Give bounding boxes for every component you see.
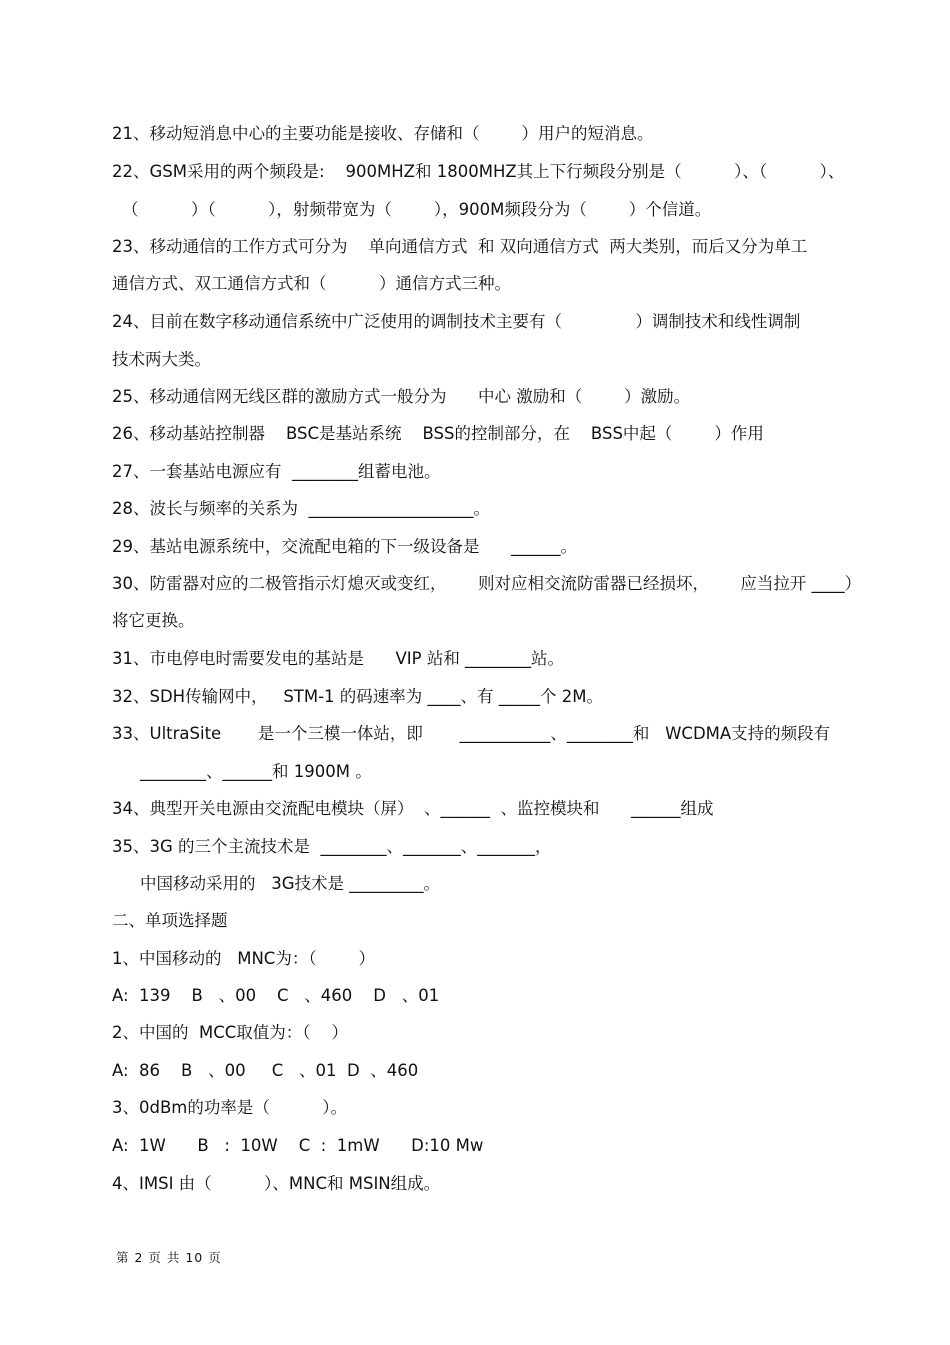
question-30: 30、防雷器对应的二极管指示灯熄灭或变红， 则对应相交流防雷器已经损坏， 应当拉开 ____） <box>112 574 862 593</box>
question-24: 24、目前在数字移动通信系统中广泛使用的调制技术主要有（ ）调制技术和线性调制 <box>112 312 801 331</box>
question-21: 21、移动短消息中心的主要功能是接收、存储和（ ）用户的短消息。 <box>112 124 654 143</box>
question-28: 28、波长与频率的关系为 ____________________。 <box>112 499 490 518</box>
question-33-cont: ________、______和 1900M 。 <box>140 762 372 781</box>
question-34: 34、典型开关电源由交流配电模块（屏） 、______ 、监控模块和 ______组成 <box>112 799 714 818</box>
question-27: 27、一套基站电源应有 ________组蓄电池。 <box>112 462 441 481</box>
choice-question-2: 2、中国的 MCC取值为：（ ） <box>112 1023 348 1042</box>
choice-options-1: A: 139 B 、00 C 、460 D 、01 <box>112 986 440 1005</box>
question-32: 32、SDH传输网中， STM-1 的码速率为 ____、有 _____个 2M。 <box>112 687 604 706</box>
question-25: 25、移动通信网无线区群的激励方式一般分为 中心 激励和（ ）激励。 <box>112 387 691 406</box>
section-heading: 二、单项选择题 <box>112 911 228 930</box>
question-33: 33、UltraSite 是一个三模一体站，即 ___________、________和 WCDMA支持的频段有 <box>112 724 831 743</box>
question-35-cont: 中国移动采用的 3G技术是 _________。 <box>140 874 441 893</box>
question-22-cont: （ ）（ ），射频带宽为（ ），900M频段分为（ ）个信道。 <box>122 200 712 219</box>
question-30-cont: 将它更换。 <box>112 611 195 630</box>
choice-question-3: 3、0dBm的功率是（ ）。 <box>112 1098 348 1117</box>
question-26: 26、移动基站控制器 BSC是基站系统 BSS的控制部分，在 BSS中起（ ）作用 <box>112 424 764 443</box>
question-22: 22、GSM采用的两个频段是: 900MHZ和 1800MHZ其上下行频段分别是（ ）、（ ）、 <box>112 162 845 181</box>
question-23: 23、移动通信的工作方式可分为 单向通信方式 和 双向通信方式 两大类别，而后又分为单工 <box>112 237 808 256</box>
page-footer: 第 2 页 共 10 页 <box>116 1250 222 1265</box>
choice-options-2: A: 86 B 、00 C 、01 D 、460 <box>112 1061 419 1080</box>
choice-question-1: 1、中国移动的 MNC为：（ ） <box>112 949 376 968</box>
choice-options-3: A: 1W B : 10W C : 1mW D:10 Mw <box>112 1136 484 1155</box>
question-31: 31、市电停电时需要发电的基站是 VIP 站和 ________站。 <box>112 649 565 668</box>
question-29: 29、基站电源系统中，交流配电箱的下一级设备是 ______。 <box>112 537 577 556</box>
question-35: 35、3G 的三个主流技术是 ________、_______、_______， <box>112 837 552 856</box>
choice-question-4: 4、IMSI 由（ ）、MNC和 MSIN组成。 <box>112 1174 441 1193</box>
question-24-cont: 技术两大类。 <box>112 350 211 369</box>
question-23-cont: 通信方式、双工通信方式和（ ）通信方式三种。 <box>112 274 511 293</box>
